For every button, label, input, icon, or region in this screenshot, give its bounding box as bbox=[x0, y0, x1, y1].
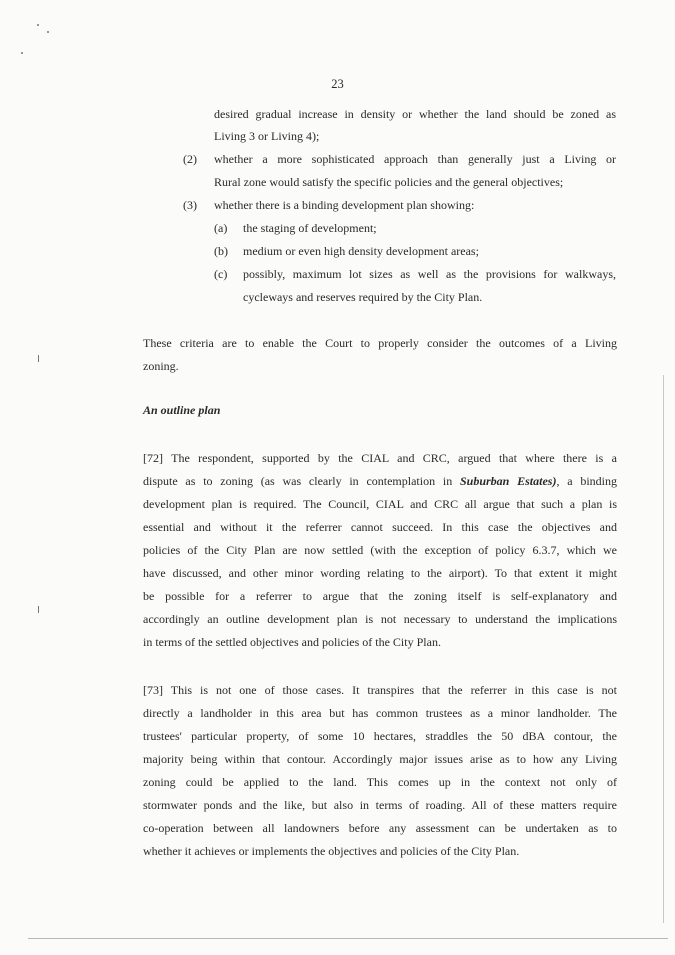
subitem-label: (b) bbox=[214, 244, 228, 258]
item-text-line: Rural zone would satisfy the specific policies and the general objectives; bbox=[214, 175, 564, 189]
para72-line: in terms of the settled objectives and policies of the City Plan. bbox=[143, 635, 441, 649]
subitem-label: (a) bbox=[214, 221, 228, 235]
para72-line: policies of the City Plan are now settled (with the exception of policy 6.3.7, which we bbox=[143, 543, 617, 557]
para72-line bbox=[143, 474, 617, 489]
criteria-line-2: zoning. bbox=[143, 359, 179, 373]
subitem-text-line: medium or even high density development areas; bbox=[243, 244, 479, 258]
para72-line: be possible for a referrer to argue that the zoning itself is self-explanatory and bbox=[143, 589, 617, 603]
para72-line: essential and without it the referrer cannot succeed. In this case the objectives and bbox=[143, 520, 617, 534]
scan-speck bbox=[38, 606, 39, 613]
para73-line: majority being within that contour. Accordingly major issues arise as to how any Living bbox=[143, 752, 617, 766]
scan-speck bbox=[37, 24, 39, 26]
section-heading: An outline plan bbox=[143, 403, 221, 417]
scan-speck bbox=[47, 31, 49, 33]
para72-line: accordingly an outline development plan is not necessary to understand the implications bbox=[143, 612, 617, 626]
item-text-line: whether a more sophisticated approach than generally just a Living or bbox=[214, 152, 616, 166]
subitem-text-line: the staging of development; bbox=[243, 221, 377, 235]
para73-line: zoning could be applied to the land. This comes up in the context not only of bbox=[143, 775, 617, 789]
subitem-text-line: possibly, maximum lot sizes as well as the provisions for walkways, bbox=[243, 267, 616, 281]
item-label: (3) bbox=[183, 198, 197, 212]
para72-text: dispute as to zoning (as was clearly in contemplation in bbox=[143, 474, 453, 488]
para73-line: co-operation between all landowners before any assessment can be undertaken as to bbox=[143, 821, 617, 835]
continuation-line-1: desired gradual increase in density or whether the land should be zoned as bbox=[214, 107, 616, 121]
subitem-text-line: cycleways and reserves required by the City Plan. bbox=[243, 290, 483, 304]
para73-line: directly a landholder in this area but has common trustees as a minor landholder. The bbox=[143, 706, 617, 720]
scan-speck bbox=[21, 52, 23, 54]
case-name: Suburban Estates) bbox=[459, 474, 557, 488]
item-text-line: whether there is a binding development plan showing: bbox=[214, 198, 475, 212]
page-number: 23 bbox=[331, 77, 344, 91]
item-label: (2) bbox=[183, 152, 197, 166]
para73-line: stormwater ponds and the like, but also in terms of roading. All of these matters require bbox=[143, 798, 617, 812]
continuation-line-2: Living 3 or Living 4); bbox=[214, 129, 320, 143]
para72-line: [72] The respondent, supported by the CIAL and CRC, argued that where there is a bbox=[143, 451, 617, 465]
scan-edge-line bbox=[663, 375, 664, 923]
subitem-label: (c) bbox=[214, 267, 228, 281]
scan-speck bbox=[38, 355, 39, 362]
criteria-line-1: These criteria are to enable the Court to properly consider the outcomes of a Living bbox=[143, 336, 617, 350]
scan-bottom-line bbox=[28, 938, 668, 939]
para72-line: development plan is required. The Council, CIAL and CRC all argue that such a plan is bbox=[143, 497, 617, 511]
para73-line: whether it achieves or implements the objectives and policies of the City Plan. bbox=[143, 844, 520, 858]
para72-text: , a binding bbox=[556, 474, 618, 488]
para73-line: trustees' particular property, of some 10 hectares, straddles the 50 dBA contour, the bbox=[143, 729, 617, 743]
para72-line: have discussed, and other minor wording relating to the airport). To that extent it might bbox=[143, 566, 617, 580]
para73-line: [73] This is not one of those cases. It transpires that the referrer in this case is not bbox=[143, 683, 617, 697]
